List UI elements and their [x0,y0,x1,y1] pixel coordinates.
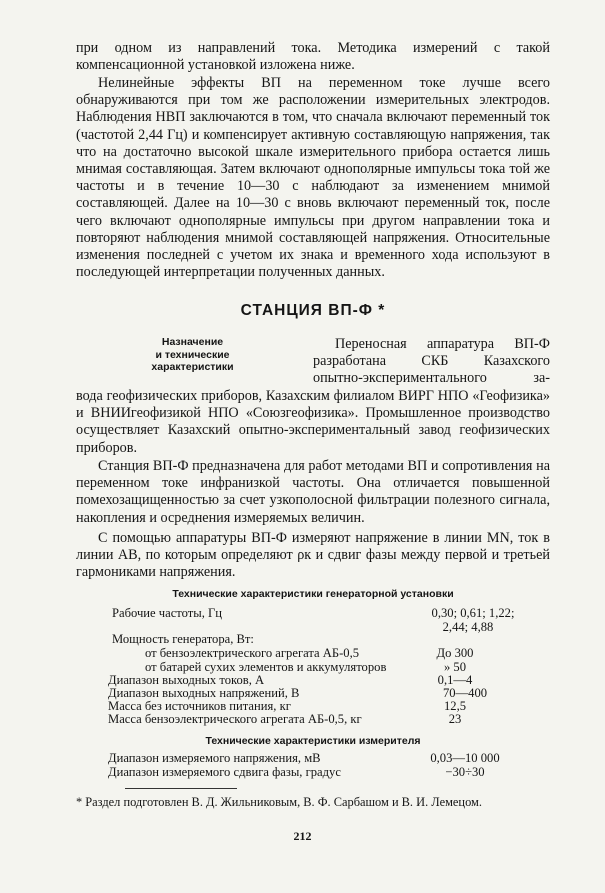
row-value: −30÷30 [445,765,485,779]
intro-line: опытно-экспериментального за- [313,370,550,387]
row-label: Мощность генератора, Вт: [112,632,254,646]
footnote-divider [125,788,237,789]
row-label: Диапазон выходных напряжений, В [108,686,300,700]
paragraph-manufacturer: вода геофизических приборов, Казахским филиалом ВИРГ НПО «Геофизика» и ВНИИгеофизикой НПО «Союзгеофизика». Промышленное производство осуществляет Казахский опытно-экспериментальный завод геофизических приборов. [76,388,550,456]
row-label: Диапазон измеряемого напряжения, мВ [108,751,321,765]
intro-line: Переносная аппаратура ВП-Ф [335,336,550,352]
row-value: » 50 [443,660,467,674]
row-value: 0,03—10 000 [430,751,500,765]
side-heading [130,336,255,374]
paragraph-nonlinear-effects: Нелинейные эффекты ВП на переменном токе лучше всего обнаруживаются при том же расположении измерительных электродов. Наблюдения НВП заключаются в том, что сначала включают переменный ток (частотой 2,44 Гц) и компенсирует активную составляющую напряжения, так что на достаточно высокой шкале измерительного прибора остается лишь мнимая составляющая. Затем включают однополярные импульсы тока той же частоты и в течение 10—30 с наблюдают за изменением мнимой составляющей. Далее на 10—30 с вновь включают переменный ток, после чего включают однополярные импульсы при другом направлении тока и повторяют наблюдения мнимой составляющей напряжения. Относительные изменения последней с учетом их знака и временного хода используют в последующей интерпретации полученных данных. [76,75,550,281]
section-title: СТАНЦИЯ ВП-Ф * [240,302,386,319]
row-label: Масса бензоэлектрического агрегата АБ-0,5, кг [108,712,362,726]
intro-line: разработана СКБ Казахского [313,353,550,370]
row-value: 70—400 [442,686,488,700]
side-heading-line: Назначение [161,336,224,348]
paragraph-measurements: С помощью аппаратуры ВП-Ф измеряют напряжение в линии MN, ток в линии AB, по которым определяют ρк и сдвиг фазы между первой и третьей гармониками напряжения. [76,530,550,581]
generator-table-heading: Технические характеристики генераторной установки [172,588,454,600]
page-number: 212 [293,829,312,843]
row-value: До 300 [436,646,474,660]
row-value: 0,30; 0,61; 1,22; [431,606,515,620]
row-label: от батарей сухих элементов и аккумуляторов [145,660,387,674]
row-value: 12,5 [443,699,467,713]
row-label: Диапазон выходных токов, А [108,673,265,687]
row-value: 23 [448,712,462,726]
intro-text-beside-heading [313,336,550,388]
side-heading-line: и технические [155,348,230,361]
row-value: 2,44; 4,88 [442,620,494,634]
side-heading-line: характеристики [151,361,234,373]
row-label: Диапазон измеряемого сдвига фазы, градус [108,765,341,779]
footnote: * Раздел подготовлен В. Д. Жильниковым, В. Ф. Сарбашом и В. И. Лемецом. [76,795,482,809]
row-label: Масса без источников питания, кг [108,699,291,713]
row-label: Рабочие частоты, Гц [112,606,223,620]
row-label: от бензоэлектрического агрегата АБ-0,5 [145,646,360,660]
meter-table-heading: Технические характеристики измерителя [205,735,421,747]
paragraph-continuation: при одном из направлений тока. Методика измерений с такой компенсационной установкой изложена ниже. [76,40,550,74]
row-value: 0,1—4 [437,673,473,687]
paragraph-purpose: Станция ВП-Ф предназначена для работ методами ВП и сопротивления на переменном токе инфранизкой частоты. Она отличается повышенной помехозащищенностью за счет узкополосной фильтрации полезного сигнала, накопления и осреднения измеряемых величин. [76,458,550,526]
